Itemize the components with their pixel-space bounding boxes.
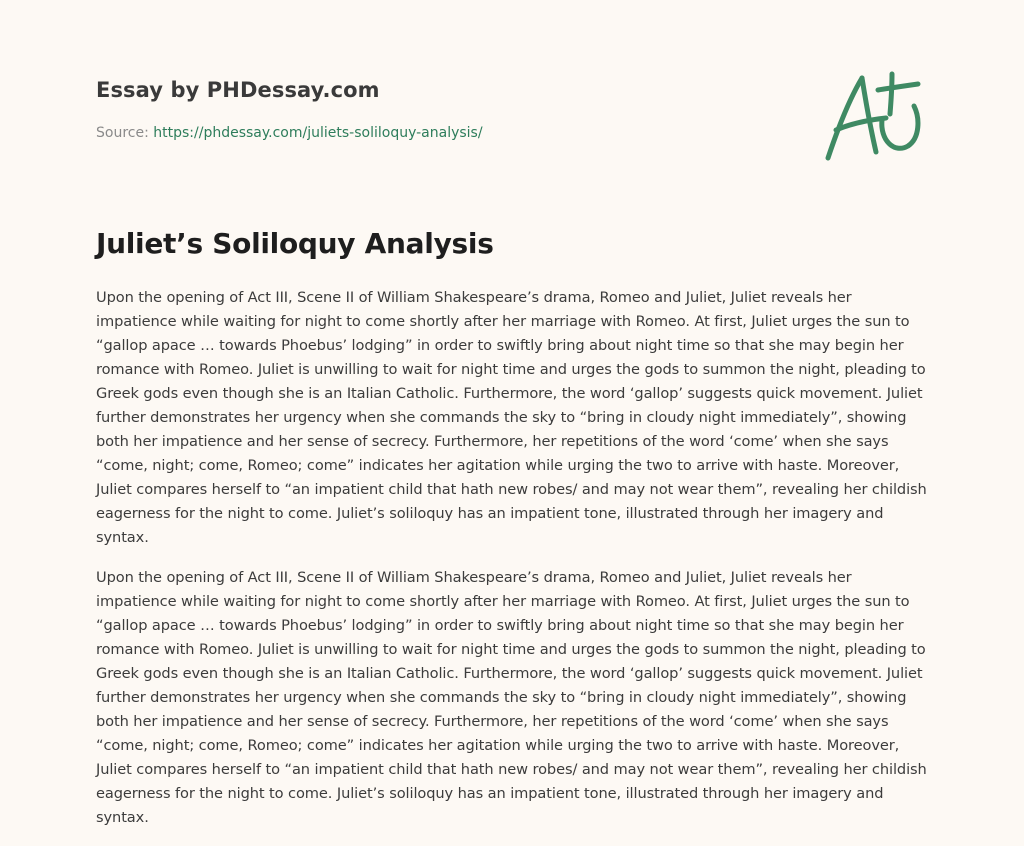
article-body (96, 286, 930, 846)
header (96, 76, 796, 141)
brand-title: Essay by PHDessay.com (96, 78, 380, 102)
a-plus-grade-icon (820, 68, 930, 164)
article-title: Juliet’s Soliloquy Analysis (96, 227, 494, 260)
paragraph: Upon the opening of Act III, Scene II of William Shakespeare’s drama, Romeo and Juliet, Juliet reveals her impatience while waiting for night to come shortly after her marriage with Romeo. At first, Juliet urges the sun to “gallop apace … towards Phoebus’ lodging” in order to swiftly bring about night time so that she may begin her romance with Romeo. Juliet is unwilling to wait for night time and urges the gods to summon the night, pleading to Greek gods even though she is an Italian Catholic. Furthermore, the word ‘gallop’ suggests quick movement. Juliet further demonstrates her urgency when she commands the sky to “bring in cloudy night immediately”, showing both her impatience and her sense of secrecy. Furthermore, her repetitions of the word ‘come’ when she says “come, night; come, Romeo; come” indicates her agitation while urging the two to arrive with haste. Moreover, Juliet compares herself to “an impatient child that hath new robes/ and may not wear them”, revealing her childish eagerness for the night to come. Juliet’s soliloquy has an impatient tone, illustrated through her imagery and syntax. (96, 289, 927, 546)
source-link[interactable]: https://phdessay.com/juliets-soliloquy-analysis/ (153, 125, 483, 141)
source-line (96, 124, 483, 142)
source-label: Source: (96, 125, 154, 141)
paragraph: Upon the opening of Act III, Scene II of William Shakespeare’s drama, Romeo and Juliet, Juliet reveals her impatience while waiting for night to come shortly after her marriage with Romeo. At first, Juliet urges the sun to “gallop apace … towards Phoebus’ lodging” in order to swiftly bring about night time so that she may begin her romance with Romeo. Juliet is unwilling to wait for night time and urges the gods to summon the night, pleading to Greek gods even though she is an Italian Catholic. Furthermore, the word ‘gallop’ suggests quick movement. Juliet further demonstrates her urgency when she commands the sky to “bring in cloudy night immediately”, showing both her impatience and her sense of secrecy. Furthermore, her repetitions of the word ‘come’ when she says “come, night; come, Romeo; come” indicates her agitation while urging the two to arrive with haste. Moreover, Juliet compares herself to “an impatient child that hath new robes/ and may not wear them”, revealing her childish eagerness for the night to come. Juliet’s soliloquy has an impatient tone, illustrated through her imagery and syntax. (96, 569, 927, 826)
